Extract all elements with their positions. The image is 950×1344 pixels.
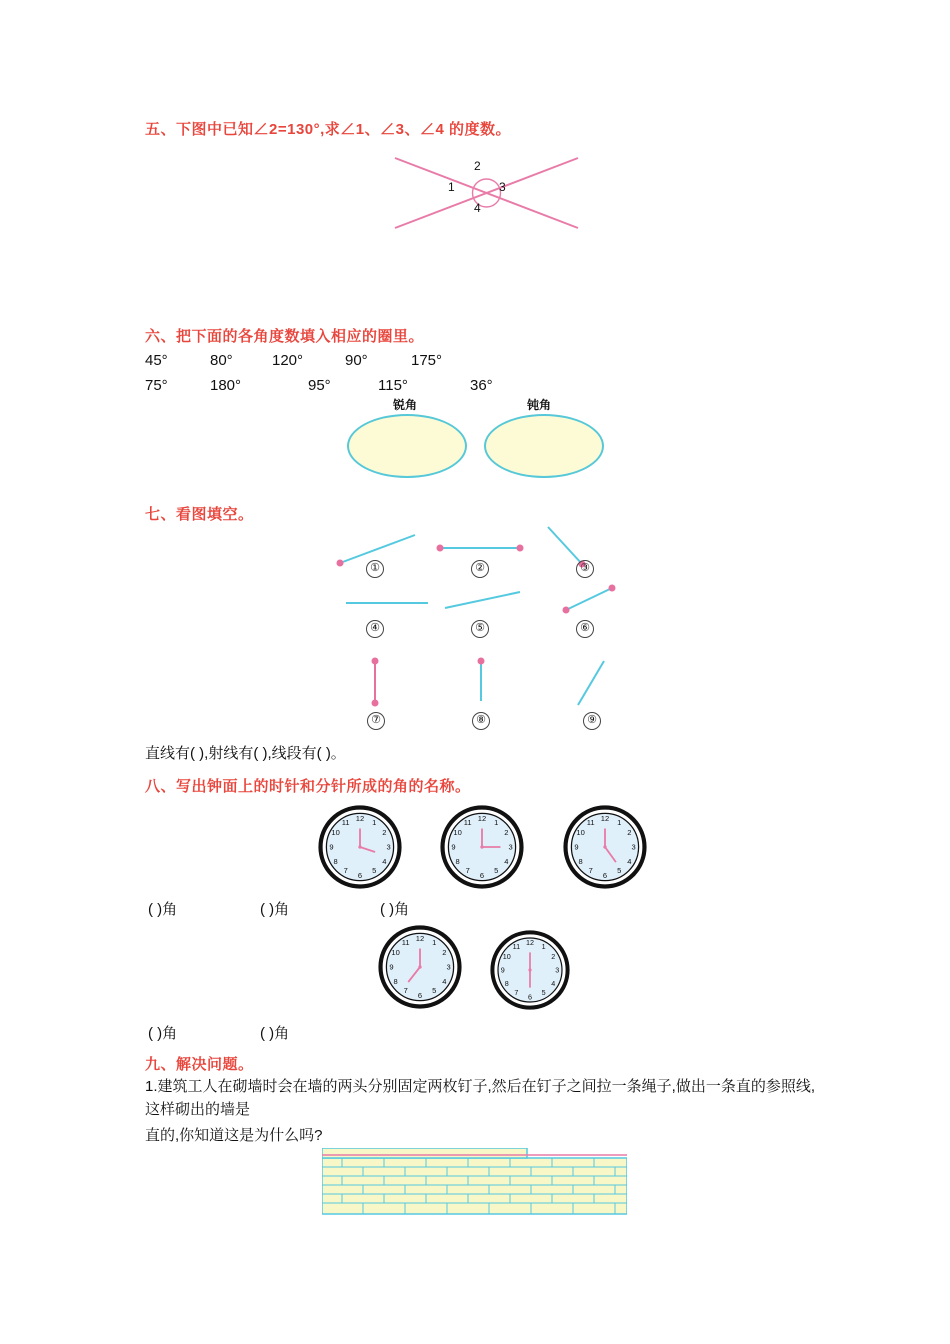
svg-text:12: 12 bbox=[355, 813, 365, 823]
svg-text:1: 1 bbox=[541, 942, 546, 952]
angle-value-115: 115° bbox=[378, 377, 408, 394]
svg-text:2: 2 bbox=[504, 828, 509, 838]
svg-text:3: 3 bbox=[446, 962, 451, 972]
eight-answer-3: ( )角 bbox=[380, 901, 410, 918]
nine-question-1-line1: 1.建筑工人在砌墙时会在墙的两头分别固定两枚钉子,然后在钉子之间拉一条绳子,做出一条直的参照线,这样砌出的墙是 bbox=[145, 1078, 816, 1118]
figure-number-5: ⑤ bbox=[471, 620, 489, 638]
figure-9-shape bbox=[570, 655, 618, 713]
svg-text:10: 10 bbox=[502, 951, 511, 961]
figure-5-shape bbox=[440, 586, 530, 614]
angle-value-45: 45° bbox=[145, 352, 168, 369]
svg-text:10: 10 bbox=[391, 948, 400, 958]
clock-1 bbox=[318, 805, 402, 889]
angle-value-175: 175° bbox=[411, 352, 443, 369]
svg-text:1: 1 bbox=[494, 818, 499, 828]
eight-answer-2: ( )角 bbox=[260, 901, 290, 918]
angle-value-180: 180° bbox=[210, 377, 242, 394]
eight-answer-5: ( )角 bbox=[260, 1025, 290, 1042]
svg-text:1: 1 bbox=[372, 818, 377, 828]
figure-4-shape bbox=[340, 592, 435, 612]
svg-text:9: 9 bbox=[389, 962, 394, 972]
figure-number-1: ① bbox=[366, 560, 384, 578]
svg-text:12: 12 bbox=[600, 813, 610, 823]
angle-label-3: 3 bbox=[499, 180, 506, 194]
svg-text:8: 8 bbox=[455, 856, 460, 866]
svg-text:4: 4 bbox=[382, 856, 387, 866]
svg-text:5: 5 bbox=[432, 986, 437, 996]
clock-5 bbox=[490, 930, 570, 1010]
svg-text:1: 1 bbox=[432, 938, 437, 948]
svg-text:4: 4 bbox=[442, 976, 447, 986]
svg-text:2: 2 bbox=[382, 828, 387, 838]
angle-value-80: 80° bbox=[210, 352, 233, 369]
svg-text:8: 8 bbox=[333, 856, 338, 866]
svg-text:10: 10 bbox=[576, 828, 585, 838]
svg-text:3: 3 bbox=[555, 965, 560, 975]
svg-text:7: 7 bbox=[514, 987, 519, 997]
eight-answer-1: ( )角 bbox=[148, 901, 178, 918]
svg-text:6: 6 bbox=[602, 871, 608, 881]
svg-text:9: 9 bbox=[451, 842, 456, 852]
figure-number-8: ⑧ bbox=[472, 712, 490, 730]
svg-text:1: 1 bbox=[617, 818, 622, 828]
figure-number-7: ⑦ bbox=[367, 712, 385, 730]
svg-text:4: 4 bbox=[504, 856, 509, 866]
svg-text:8: 8 bbox=[578, 856, 583, 866]
section-nine-title: 九、解决问题。 bbox=[145, 1056, 254, 1073]
oval-acute[interactable] bbox=[347, 414, 467, 478]
figure-number-3: ③ bbox=[576, 560, 594, 578]
svg-text:9: 9 bbox=[500, 965, 505, 975]
nine-question-1-line2: 直的,你知道这是为什么吗? bbox=[145, 1127, 323, 1144]
oval-obtuse[interactable] bbox=[484, 414, 604, 478]
svg-text:7: 7 bbox=[465, 866, 470, 876]
section-seven-title: 七、看图填空。 bbox=[145, 506, 254, 523]
svg-text:11: 11 bbox=[401, 938, 410, 948]
svg-text:5: 5 bbox=[494, 866, 499, 876]
crossed-lines-figure bbox=[390, 150, 585, 235]
svg-text:8: 8 bbox=[504, 979, 509, 988]
svg-text:9: 9 bbox=[574, 842, 579, 852]
svg-text:6: 6 bbox=[479, 871, 485, 881]
figure-number-6: ⑥ bbox=[576, 620, 594, 638]
clock-4 bbox=[378, 925, 462, 1009]
section-six-title: 六、把下面的各角度数填入相应的圈里。 bbox=[145, 328, 425, 345]
svg-text:5: 5 bbox=[541, 987, 546, 997]
clock-3 bbox=[563, 805, 647, 889]
svg-text:2: 2 bbox=[551, 951, 556, 961]
figure-2-shape bbox=[432, 538, 527, 558]
svg-text:5: 5 bbox=[617, 866, 622, 876]
svg-text:12: 12 bbox=[526, 938, 534, 948]
svg-text:6: 6 bbox=[357, 871, 363, 881]
clock-2 bbox=[440, 805, 524, 889]
svg-text:11: 11 bbox=[586, 818, 595, 828]
svg-text:11: 11 bbox=[341, 818, 350, 828]
svg-text:6: 6 bbox=[528, 992, 532, 1002]
oval-label-acute: 锐角 bbox=[393, 398, 418, 412]
svg-text:5: 5 bbox=[372, 866, 377, 876]
angle-value-36: 36° bbox=[470, 377, 493, 394]
svg-text:10: 10 bbox=[453, 828, 462, 838]
svg-text:10: 10 bbox=[331, 828, 340, 838]
oval-label-obtuse: 钝角 bbox=[527, 398, 552, 412]
svg-text:6: 6 bbox=[417, 991, 423, 1001]
svg-text:3: 3 bbox=[508, 842, 513, 852]
brick-wall-figure bbox=[322, 1148, 627, 1216]
angle-label-4: 4 bbox=[474, 201, 481, 215]
svg-text:3: 3 bbox=[386, 842, 391, 852]
svg-text:4: 4 bbox=[551, 979, 556, 988]
svg-text:7: 7 bbox=[588, 866, 593, 876]
svg-text:2: 2 bbox=[627, 828, 632, 838]
angle-value-120: 120° bbox=[272, 352, 304, 369]
angle-value-75: 75° bbox=[145, 377, 168, 394]
angle-value-90: 90° bbox=[345, 352, 368, 369]
svg-text:7: 7 bbox=[403, 986, 408, 996]
svg-text:11: 11 bbox=[463, 818, 472, 828]
figure-6-shape bbox=[558, 582, 628, 618]
svg-text:12: 12 bbox=[477, 813, 487, 823]
svg-text:3: 3 bbox=[631, 842, 636, 852]
figure-8-shape bbox=[468, 655, 498, 710]
figure-number-4: ④ bbox=[366, 620, 384, 638]
figure-number-2: ② bbox=[471, 560, 489, 578]
svg-text:12: 12 bbox=[415, 933, 425, 943]
figure-7-shape bbox=[362, 655, 392, 710]
eight-answer-4: ( )角 bbox=[148, 1025, 178, 1042]
section-eight-title: 八、写出钟面上的时针和分针所成的角的名称。 bbox=[145, 778, 471, 795]
section-five-title: 五、下图中已知∠2=130°,求∠1、∠3、∠4 的度数。 bbox=[145, 121, 511, 138]
seven-fill-line: 直线有( ),射线有( ),线段有( )。 bbox=[145, 745, 346, 762]
angle-value-95: 95° bbox=[308, 377, 331, 394]
angle-label-1: 1 bbox=[448, 180, 455, 194]
angle-label-2: 2 bbox=[474, 159, 481, 173]
svg-text:7: 7 bbox=[343, 866, 348, 876]
svg-text:11: 11 bbox=[512, 942, 521, 952]
svg-text:4: 4 bbox=[627, 856, 632, 866]
svg-text:2: 2 bbox=[442, 948, 447, 958]
svg-text:9: 9 bbox=[329, 842, 334, 852]
figure-number-9: ⑨ bbox=[583, 712, 601, 730]
svg-text:8: 8 bbox=[393, 976, 398, 986]
